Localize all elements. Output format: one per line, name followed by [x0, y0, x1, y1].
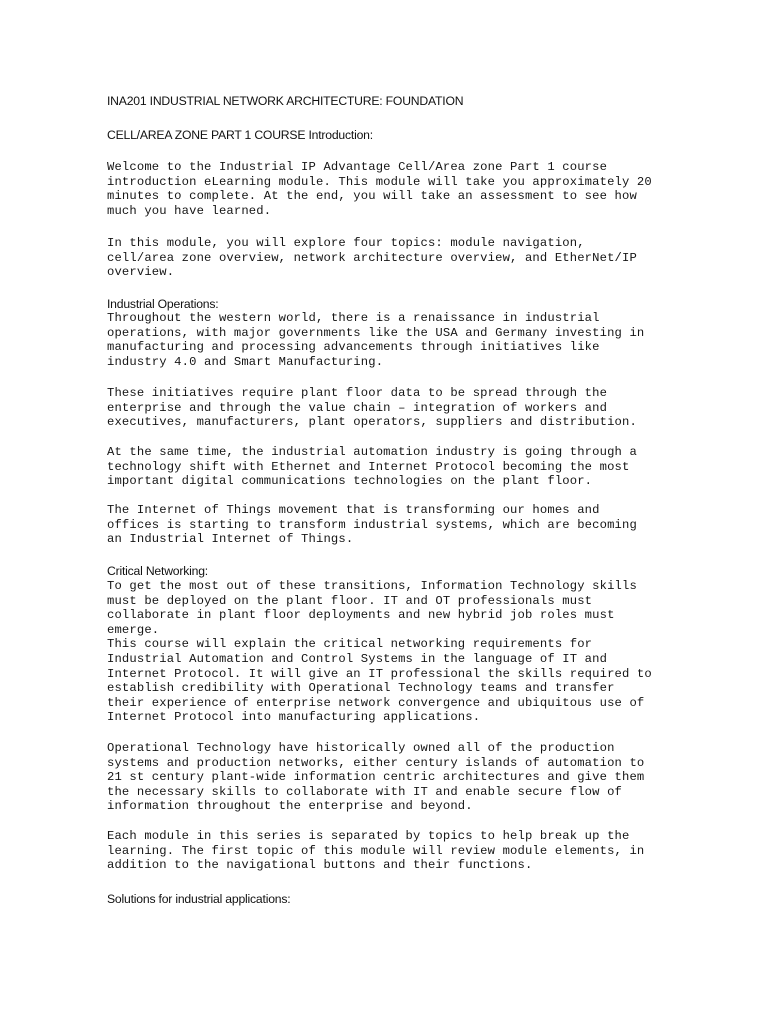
section-heading-industrial-operations: Industrial Operations:	[107, 297, 219, 311]
body-paragraph: At the same time, the industrial automation industry is going through a technology shift with Ethernet and Internet Protocol becoming the most important digital communications technologies on the plant floor.	[107, 445, 637, 489]
section-heading-critical-networking: Critical Networking:	[107, 564, 208, 578]
body-paragraph: To get the most out of these transitions, Information Technology skills must be deployed on the plant floor. IT and OT professionals must collaborate in plant floor deployments and new hybrid job roles must emerge. This course will explain the critical networking requirements for Industrial Automation and Control Systems in the language of IT and Internet Protocol. It will give an IT professional the skills required to establish credibility with Operational Technology teams and transfer their experience of enterprise network convergence and ubiquitous use of Internet Protocol into manufacturing applications.	[107, 579, 652, 725]
body-paragraph: The Internet of Things movement that is transforming our homes and offices is starting to transform industrial systems, which are becoming an Industrial Internet of Things.	[107, 503, 637, 547]
body-paragraph: Each module in this series is separated by topics to help break up the learning. The first topic of this module will review module elements, in addition to the navigational buttons and their functions.	[107, 829, 645, 873]
body-paragraph: Throughout the western world, there is a renaissance in industrial operations, with major governments like the USA and Germany investing in manufacturing and processing advancements through initiatives like industry 4.0 and Smart Manufacturing.	[107, 311, 645, 369]
body-paragraph: Operational Technology have historically owned all of the production systems and production networks, either century islands of automation to 21 st century plant-wide information centric architectures and give them the necessary skills to collaborate with IT and enable secure flow of information throughout the enterprise and beyond.	[107, 741, 645, 814]
document-title: INA201 INDUSTRIAL NETWORK ARCHITECTURE: FOUNDATION	[107, 94, 464, 108]
intro-paragraph: Welcome to the Industrial IP Advantage Cell/Area zone Part 1 course introduction eLearning module. This module will take you approximately 20 minutes to complete. At the end, you will take an assessment to see how much you have learned.	[107, 160, 652, 218]
document-subtitle: CELL/AREA ZONE PART 1 COURSE Introduction:	[107, 128, 373, 142]
body-paragraph: These initiatives require plant floor data to be spread through the enterprise and through the value chain – integration of workers and executives, manufacturers, plant operators, suppliers and distribution.	[107, 386, 637, 430]
intro-paragraph: In this module, you will explore four topics: module navigation, cell/area zone overview, network architecture overview, and EtherNet/IP overview.	[107, 236, 637, 280]
section-heading-solutions: Solutions for industrial applications:	[107, 892, 291, 906]
